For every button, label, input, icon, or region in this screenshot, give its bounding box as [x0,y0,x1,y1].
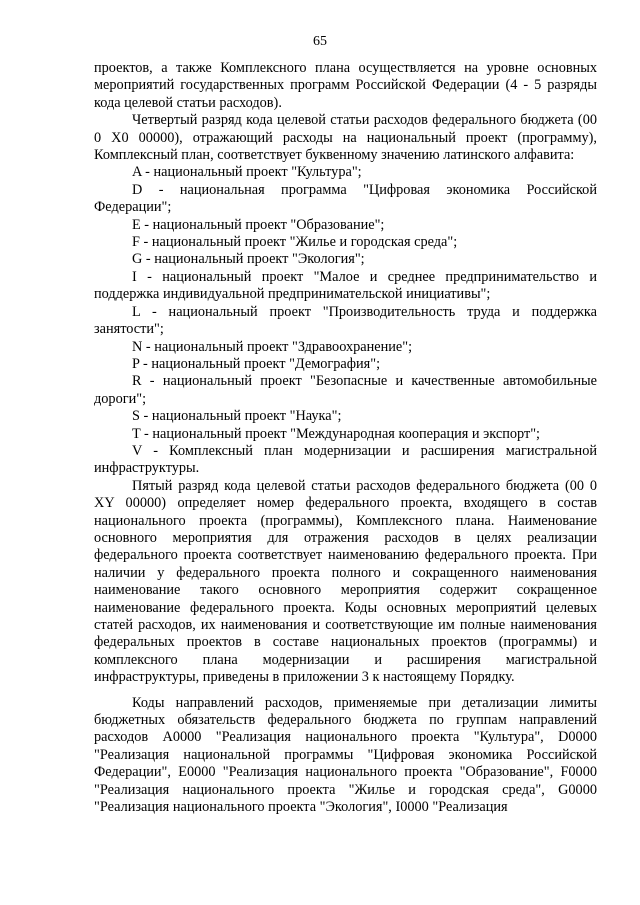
paragraph: Четвертый разряд кода целевой статьи расходов федерального бюджета (00 0 X0 00000), отражающий расходы на национальный проект (программу), Комплексный план, соответствует буквенному значению латинского алфавита: [94,112,597,164]
page-number: 65 [313,34,327,49]
list-item: G - национальный проект "Экология"; [132,251,365,268]
list-item: S - национальный проект "Наука"; [132,408,342,425]
list-item: T - национальный проект "Международная кооперация и экспорт"; [132,425,541,442]
list-item: N - национальный проект "Здравоохранение"; [132,338,413,355]
list-item: V - Комплексный план модернизации и расширения магистральной инфраструктуры. [94,442,597,477]
list-item: A - национальный проект "Культура"; [132,164,362,181]
list-item: E - национальный проект "Образование"; [132,216,385,233]
list-item: I - национальный проект "Малое и среднее предпринимательство и поддержка индивидуальной предпринимательской инициативы"; [94,268,597,303]
list-item: D - национальная программа "Цифровая экономика Российской Федерации"; [94,181,597,216]
list-item: P - национальный проект "Демография"; [132,355,381,372]
paragraph: Коды направлений расходов, применяемые при детализации лимиты бюджетных обязательств федерального бюджета по группам направлений расходов A0000 "Реализация национального проекта "Культура", D0000 "Реализация национальной программы "Цифровая экономика Российской Федерации", E0000 "Реализация национального проекта "Образование", F0000 "Реализация национального проекта "Жилье и городская среда", G0000 "Реализация национального проекта "Экология", I0000 "Реализация [94,694,597,816]
document-body [94,60,597,816]
paragraph: Пятый разряд кода целевой статьи расходов федерального бюджета (00 0 XY 00000) определяет номер федерального проекта, входящего в состав национального проекта (программы), Комплексного плана. Наименование основного мероприятия для отражения расходов в целях реализации федерального проекта соответствует наименованию федерального проекта. При наличии у федерального проекта полного и сокращенного наименования наименование такого основного мероприятия содержит сокращенное наименование федерального проекта. Коды основных мероприятий целевых статей расходов, их наименования и соответствующие им полные наименования федеральных проектов в составе национальных проектов (программы) и комплексного плана модернизации и расширения магистральной инфраструктуры, приведены в приложении 3 к настоящему Порядку. [94,477,597,686]
list-item: R - национальный проект "Безопасные и качественные автомобильные дороги"; [94,373,597,407]
list-item: L - национальный проект "Производительность труда и поддержка занятости"; [94,303,597,338]
list-item: F - национальный проект "Жилье и городская среда"; [132,234,458,251]
paragraph: проектов, а также Комплексного плана осуществляется на уровне основных мероприятий государственных программ Российской Федерации (4 - 5 разряды кода целевой статьи расходов). [94,60,597,111]
